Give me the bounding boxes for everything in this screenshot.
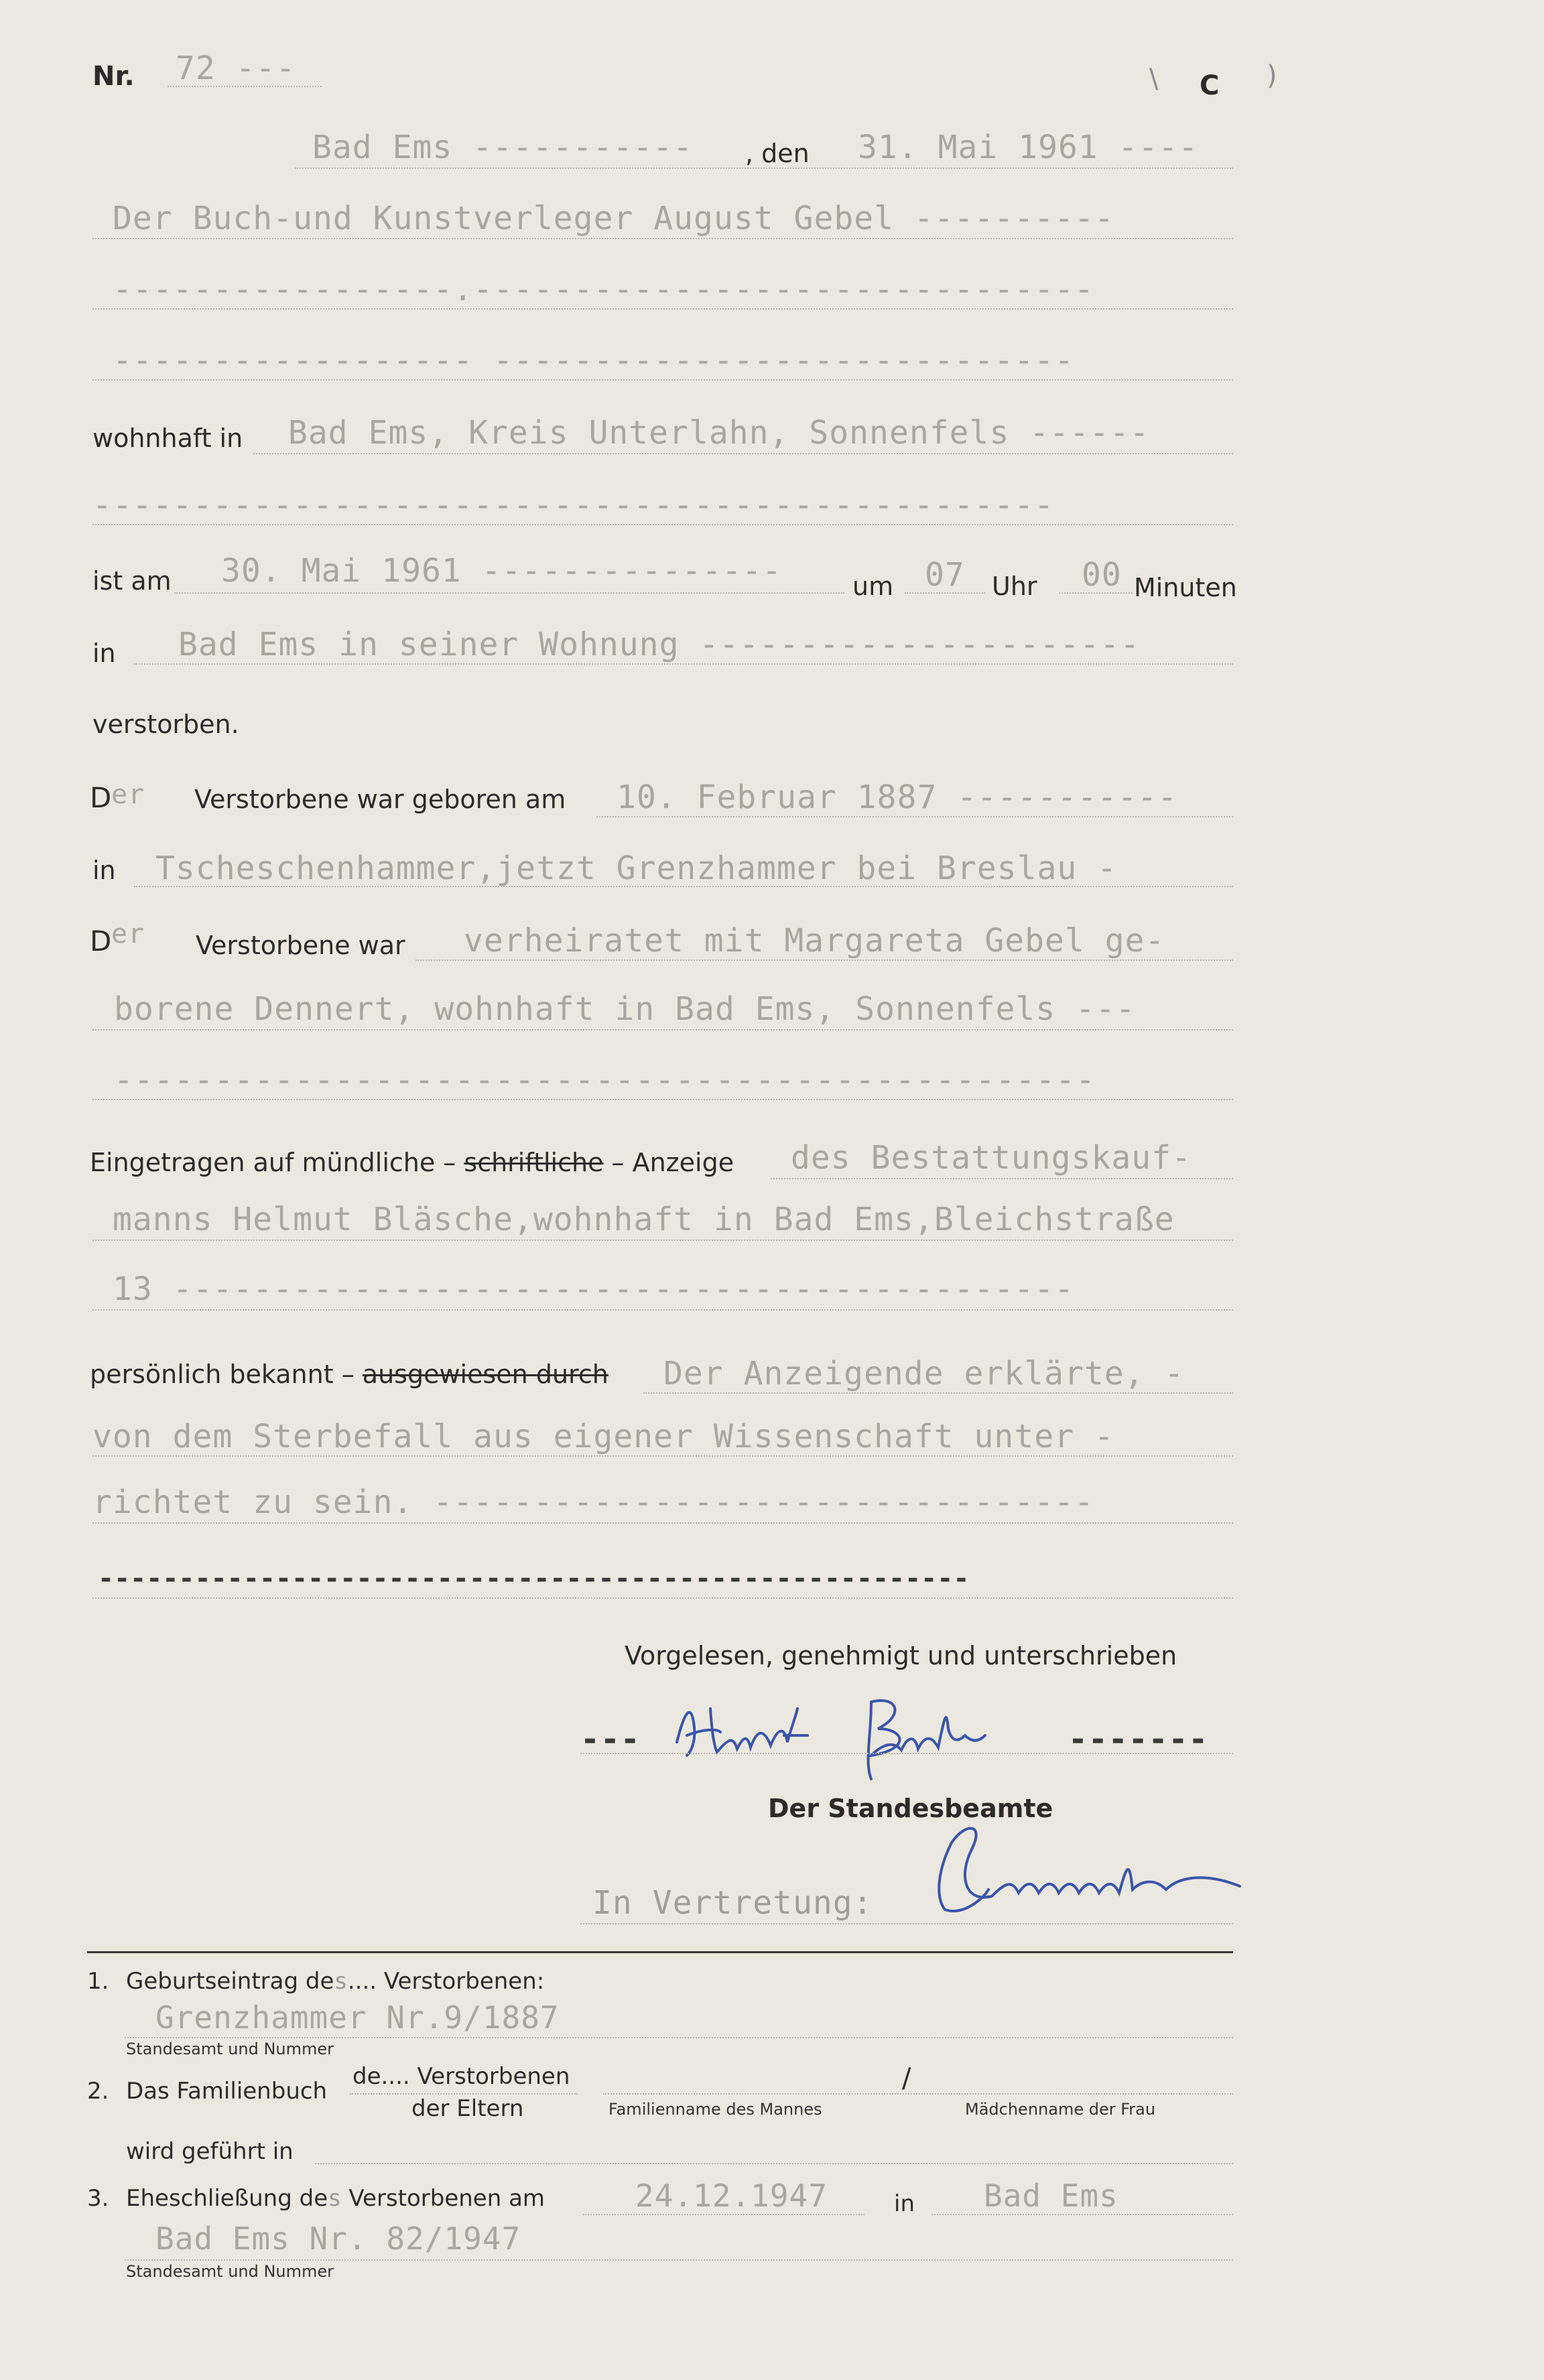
- deputy-label: In Vertretung:: [592, 1884, 873, 1922]
- registration-date: 31. Mai 1961 ----: [858, 129, 1199, 166]
- registration-label: Eingetragen auf mündliche – schriftliche – Anzeige: [90, 1148, 734, 1177]
- registration-line-3-rule: [92, 1309, 1233, 1311]
- deputy-line: [580, 1923, 1233, 1924]
- registrar-signature: [925, 1816, 1273, 1930]
- identity-line-1: Der Anzeigende erklärte, -: [663, 1355, 1185, 1392]
- death-place-rule: [134, 663, 1233, 665]
- entry-number: 72 ---: [176, 50, 296, 87]
- declarant-line-1: Der Buch-und Kunstverleger August Gebel ----------: [113, 200, 1114, 237]
- note-2-option-parents: der Eltern: [411, 2095, 524, 2122]
- den-label: , den: [745, 139, 810, 168]
- death-hour: 07: [925, 556, 965, 594]
- note-3-place: Bad Ems: [984, 2178, 1118, 2214]
- note-1-rule: [125, 2037, 1233, 2038]
- spouse-prefix-d: D: [90, 925, 112, 957]
- birth-prefix-d: D: [90, 781, 112, 814]
- identity-line-3-rule: [92, 1522, 1233, 1524]
- signature-dash-left: ---: [580, 1721, 641, 1758]
- birth-date: 10. Februar 1887 -----------: [617, 779, 1178, 816]
- registration-line-1: des Bestattungskauf-: [791, 1139, 1192, 1177]
- note-3-rule: [125, 2259, 1233, 2261]
- note-3-label: Eheschließung des Verstorbenen am: [126, 2185, 545, 2212]
- birth-date-rule: [596, 816, 1233, 817]
- note-3-number: 3.: [87, 2185, 109, 2212]
- registration-place: Bad Ems -----------: [312, 129, 694, 166]
- entry-number-line: [168, 86, 322, 87]
- um-label: um: [852, 572, 894, 601]
- residence-line-1-rule: [253, 453, 1233, 454]
- declarant-line-2: -----------------.-------------------------------: [113, 271, 1095, 308]
- identity-line-2-rule: [92, 1455, 1233, 1457]
- birth-place-rule: [134, 886, 1233, 887]
- note-3-place-rule: [931, 2214, 1233, 2215]
- spouse-line-2: borene Dennert, wohnhaft in Bad Ems, Sonnenfels ---: [114, 990, 1136, 1028]
- note-2-option-rule: [350, 2093, 578, 2095]
- residence-line-2-rule: [92, 524, 1233, 525]
- spouse-prefix-suffix: er: [111, 919, 145, 949]
- signature-line: [580, 1753, 1233, 1754]
- note-3-value: Bad Ems Nr. 82/1947: [155, 2221, 521, 2257]
- note-1-number: 1.: [87, 1968, 109, 1995]
- spouse-line-1: verheiratet mit Margareta Gebel ge-: [464, 922, 1165, 960]
- spouse-label: Verstorbene war: [196, 931, 405, 960]
- pencil-bracket: ): [1267, 60, 1277, 91]
- identity-line-4-rule: [92, 1597, 1233, 1599]
- residence-label: wohnhaft in: [92, 423, 243, 453]
- death-minutes: 00: [1082, 556, 1122, 594]
- birth-prefix-suffix: er: [111, 779, 145, 810]
- note-2-label: Das Familienbuch: [126, 2078, 328, 2105]
- death-hour-rule: [905, 592, 985, 594]
- pencil-tick: \: [1149, 64, 1159, 94]
- note-2-number: 2.: [87, 2078, 109, 2105]
- note-2-kept-label: wird geführt in: [126, 2138, 294, 2165]
- registrar-title: Der Standesbeamte: [768, 1794, 1053, 1823]
- spouse-line-3: -------------------------------------------------: [114, 1061, 1096, 1099]
- identity-line-3: richtet zu sein. ---------------------------------: [92, 1483, 1094, 1521]
- note-2-col-wife: Mädchenname der Frau: [965, 2100, 1156, 2119]
- signature-dash-right: -------: [1068, 1721, 1209, 1758]
- registration-line-2: manns Helmut Bläsche,wohnhaft in Bad Ems,Bleichstraße: [113, 1201, 1175, 1238]
- notes-divider: [87, 1951, 1233, 1953]
- minuten-label: Minuten: [1134, 573, 1237, 602]
- death-in-label: in: [92, 639, 116, 668]
- identity-line-2: von dem Sterbefall aus eigener Wissenschaft unter -: [92, 1418, 1114, 1455]
- ist-am-label: ist am: [92, 566, 172, 596]
- note-3-caption: Standesamt und Nummer: [126, 2262, 334, 2281]
- nr-label: Nr.: [92, 61, 135, 92]
- note-2-name-rule: [603, 2093, 1233, 2095]
- declarant-line-3: ------------------ -----------------------------: [113, 342, 1075, 379]
- birth-label: Verstorbene war geboren am: [194, 785, 566, 814]
- registration-line-1-rule: [771, 1178, 1233, 1179]
- note-1-caption: Standesamt und Nummer: [126, 2040, 334, 2058]
- death-place: Bad Ems in seiner Wohnung ----------------------: [178, 626, 1141, 663]
- identity-line-1-rule: [643, 1392, 1233, 1394]
- death-minutes-rule: [1059, 592, 1133, 594]
- spouse-line-3-rule: [92, 1099, 1233, 1100]
- note-2-kept-rule: [315, 2163, 1233, 2164]
- identity-label: persönlich bekannt – ausgewiesen durch: [90, 1360, 608, 1389]
- registration-line-3: 13 ---------------------------------------------: [113, 1270, 1075, 1308]
- birth-in-label: in: [92, 856, 116, 885]
- residence-line-2: ------------------------------------------------: [92, 486, 1055, 524]
- note-3-in-label: in: [894, 2190, 915, 2217]
- declarant-line-1-rule: [92, 238, 1233, 239]
- note-1-value: Grenzhammer Nr.9/1887: [155, 1999, 560, 2036]
- identity-line-4: ------------------------------------------------------: [98, 1563, 970, 1594]
- note-2-separator: /: [902, 2063, 911, 2094]
- declarant-line-2-rule: [92, 308, 1233, 310]
- declarant-line-3-rule: [92, 379, 1233, 381]
- note-1-label: Geburtseintrag des.... Verstorbenen:: [126, 1968, 545, 1995]
- declarant-signature: [670, 1689, 1045, 1782]
- note-3-date: 24.12.1947: [635, 2178, 828, 2214]
- verstorben-label: verstorben.: [92, 710, 239, 739]
- death-date: 30. Mai 1961 ---------------: [221, 552, 783, 590]
- death-date-rule: [174, 592, 844, 594]
- birth-place: Tscheschenhammer,jetzt Grenzhammer bei Breslau -: [155, 850, 1118, 887]
- registration-line-2-rule: [92, 1240, 1233, 1241]
- note-2-col-husband: Familienname des Mannes: [608, 2100, 822, 2119]
- note-3-date-rule: [583, 2214, 864, 2215]
- uhr-label: Uhr: [992, 572, 1037, 601]
- place-date-line: [295, 168, 1233, 169]
- note-2-option-deceased: de.... Verstorbenen: [352, 2063, 570, 2090]
- spouse-line-1-rule: [415, 960, 1233, 961]
- spouse-line-2-rule: [92, 1029, 1233, 1031]
- corner-mark: C: [1200, 70, 1220, 101]
- residence-line-1: Bad Ems, Kreis Unterlahn, Sonnenfels ------: [288, 414, 1150, 452]
- read-approved-label: Vorgelesen, genehmigt und unterschrieben: [625, 1641, 1177, 1670]
